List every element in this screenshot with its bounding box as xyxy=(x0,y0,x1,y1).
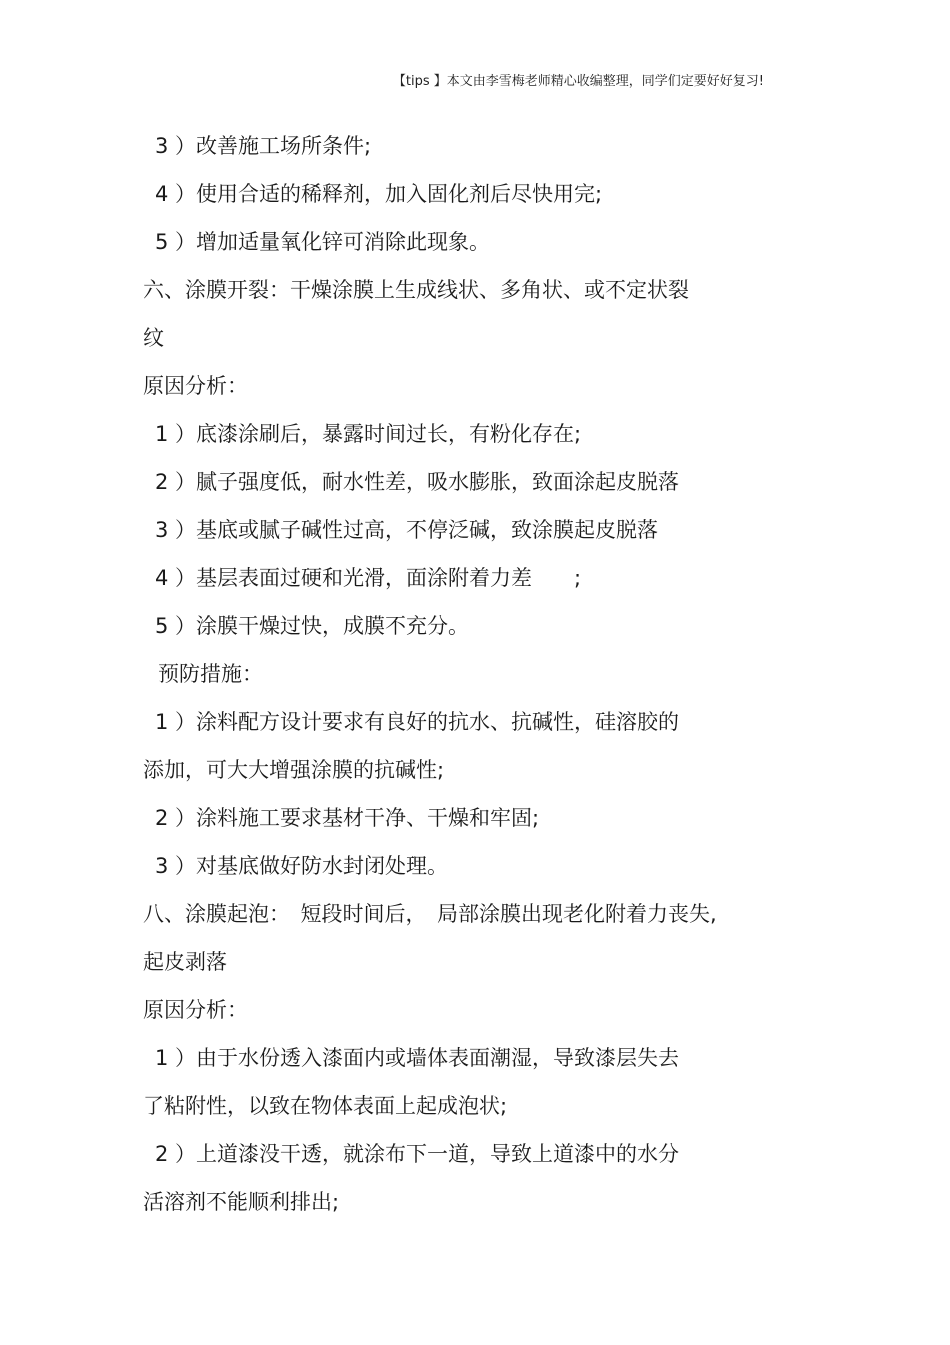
paragraph-line: 了粘附性，以致在物体表面上起成泡状; xyxy=(143,1094,508,1118)
list-item: 3 ）对基底做好防水封闭处理。 xyxy=(155,854,449,878)
paragraph-line: 纹 xyxy=(143,326,164,350)
paragraph-line: 添加，可大大增强涂膜的抗碱性; xyxy=(143,758,445,782)
list-item: 4 ）使用合适的稀释剂，加入固化剂后尽快用完; xyxy=(155,182,603,206)
list-item: 1 ）由于水份透入漆面内或墙体表面潮湿，导致漆层失去 xyxy=(155,1046,680,1070)
list-item: 2 ）腻子强度低，耐水性差，吸水膨胀，致面涂起皮脱落 xyxy=(155,470,680,494)
list-item: 1 ）底漆涂刷后，暴露时间过长，有粉化存在; xyxy=(155,422,582,446)
subsection-heading: 原因分析： xyxy=(143,374,248,398)
list-item: 2 ）涂料施工要求基材干净、干燥和牢固; xyxy=(155,806,540,830)
subsection-heading: 原因分析： xyxy=(143,998,248,1022)
subsection-heading: 预防措施： xyxy=(158,662,263,686)
list-item: 5 ）增加适量氧化锌可消除此现象。 xyxy=(155,230,491,254)
list-item: 5 ）涂膜干燥过快，成膜不充分。 xyxy=(155,614,470,638)
paragraph-line: 起皮剥落 xyxy=(143,950,227,974)
paragraph-line: 活溶剂不能顺利排出; xyxy=(143,1190,340,1214)
list-item: 2 ）上道漆没干透，就涂布下一道，导致上道漆中的水分 xyxy=(155,1142,680,1166)
list-item: 1 ）涂料配方设计要求有良好的抗水、抗碱性，硅溶胶的 xyxy=(155,710,680,734)
section-heading: 六、涂膜开裂：干燥涂膜上生成线状、多角状、或不定状裂 xyxy=(143,278,689,302)
section-heading: 八、涂膜起泡： 短段时间后， 局部涂膜出现老化附着力丧失, xyxy=(143,902,717,926)
list-item: 4 ）基层表面过硬和光滑，面涂附着力差 ; xyxy=(155,566,582,590)
list-item: 3 ）基底或腻子碱性过高，不停泛碱，致涂膜起皮脱落 xyxy=(155,518,659,542)
header-tip: 【tips 】本文由李雪梅老师精心收编整理，同学们定要好好复习! xyxy=(392,74,764,89)
list-item: 3 ）改善施工场所条件; xyxy=(155,134,372,158)
